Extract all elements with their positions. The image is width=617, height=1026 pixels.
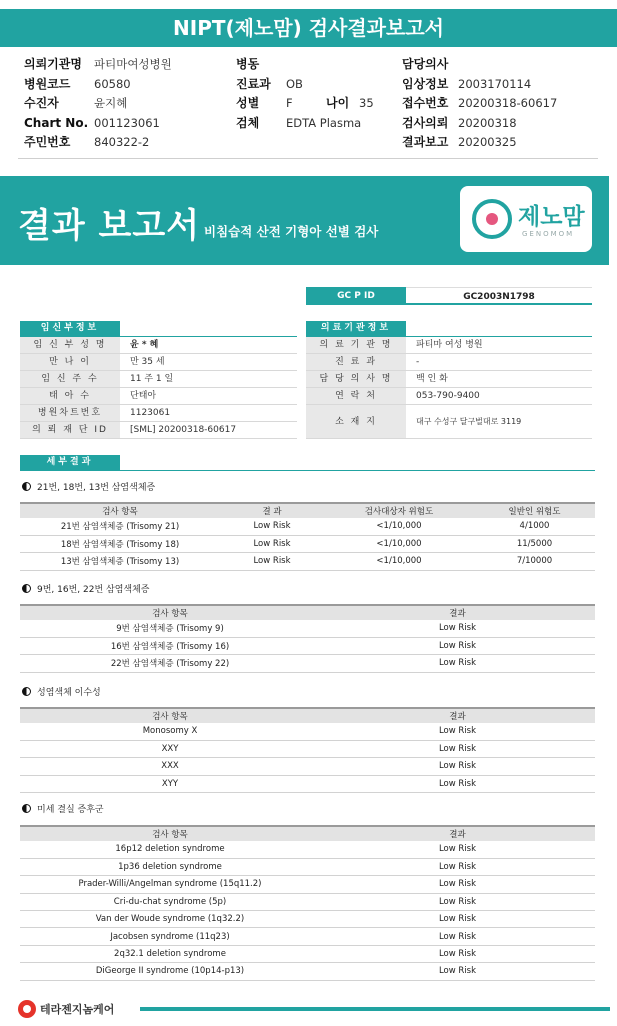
group2-title bbox=[22, 582, 150, 595]
patient-section-title: 임신부정보 bbox=[20, 321, 120, 336]
test-result: Low Risk bbox=[320, 928, 595, 945]
header-label: 검사의뢰 bbox=[402, 115, 449, 130]
table-header: 검사 항목 bbox=[20, 503, 220, 518]
info-label: 만 나 이 bbox=[20, 354, 120, 370]
group1-table bbox=[20, 502, 595, 571]
table-row bbox=[20, 620, 595, 637]
table-header-row bbox=[20, 605, 595, 620]
info-value: 053-790-9400 bbox=[416, 391, 480, 401]
group1-title bbox=[22, 480, 155, 493]
table-row bbox=[20, 758, 595, 775]
report-banner bbox=[0, 176, 609, 265]
info-label: 임 신 주 수 bbox=[20, 371, 120, 387]
test-item: Jacobsen syndrome (11q23) bbox=[20, 928, 320, 945]
test-item: 16번 삼염색체증 (Trisomy 16) bbox=[20, 637, 320, 654]
header-label: 진료과 bbox=[236, 76, 271, 91]
info-value: 11 주 1 일 bbox=[130, 374, 174, 384]
header-label: 병동 bbox=[236, 57, 260, 71]
test-item: 21번 삼염색체증 (Trisomy 21) bbox=[20, 518, 220, 535]
banner-subtitle: 비침습적 산전 기형아 선별 검사 bbox=[204, 224, 379, 239]
info-label: 병원차트번호 bbox=[20, 405, 120, 421]
logo-subtext: GENOMOM bbox=[522, 230, 575, 238]
test-result: Low Risk bbox=[220, 535, 324, 552]
header-label: Chart No. bbox=[24, 115, 89, 130]
half-circle-icon bbox=[22, 482, 31, 491]
general-risk: 4/1000 bbox=[474, 518, 595, 535]
header-value: 20200325 bbox=[458, 135, 517, 149]
age-value: 35 bbox=[359, 96, 374, 110]
table-row bbox=[20, 740, 595, 757]
test-result: Low Risk bbox=[320, 758, 595, 775]
group2-title-text: 9번, 16번, 22번 삼염색체증 bbox=[37, 585, 150, 595]
table-header: 결과 bbox=[320, 605, 595, 620]
info-value: - bbox=[416, 357, 420, 367]
test-item: 13번 삼염색체증 (Trisomy 13) bbox=[20, 553, 220, 570]
subject-risk: <1/10,000 bbox=[324, 535, 474, 552]
test-result: Low Risk bbox=[320, 858, 595, 875]
header-value: 840322-2 bbox=[94, 135, 150, 149]
table-header-row bbox=[20, 503, 595, 518]
test-item: XYY bbox=[20, 775, 320, 792]
table-row bbox=[20, 637, 595, 654]
info-value: 파티마 여성 병원 bbox=[416, 340, 483, 350]
header-value: OB bbox=[286, 76, 303, 91]
table-row bbox=[20, 858, 595, 875]
test-result: Low Risk bbox=[320, 963, 595, 980]
test-result: Low Risk bbox=[320, 841, 595, 858]
table-row bbox=[20, 518, 595, 535]
subject-risk: <1/10,000 bbox=[324, 518, 474, 535]
table-row bbox=[20, 723, 595, 740]
table-row bbox=[20, 911, 595, 928]
half-circle-icon bbox=[22, 584, 31, 593]
gcpid-label: GC P ID bbox=[306, 287, 406, 305]
table-row bbox=[20, 535, 595, 552]
banner-title: 결과 보고서 bbox=[18, 206, 201, 246]
table-header: 일반인 위험도 bbox=[474, 503, 595, 518]
gcpid-box bbox=[306, 287, 592, 305]
group4-title-text: 미세 결실 증후군 bbox=[37, 805, 104, 815]
footer-logo bbox=[18, 1000, 114, 1018]
header-value: 20200318 bbox=[458, 115, 517, 130]
test-item: Prader-Willi/Angelman syndrome (15q11.2) bbox=[20, 876, 320, 893]
info-value: 1123061 bbox=[130, 408, 171, 418]
test-item: Cri-du-chat syndrome (5p) bbox=[20, 893, 320, 910]
test-result: Low Risk bbox=[320, 637, 595, 654]
info-label: 소 재 지 bbox=[306, 405, 406, 438]
header-label: 수진자 bbox=[24, 96, 59, 110]
header-value: 윤지혜 bbox=[94, 96, 128, 110]
hospital-section-title: 의료기관정보 bbox=[306, 321, 406, 336]
group4-table bbox=[20, 825, 595, 981]
table-header: 검사 항목 bbox=[20, 605, 320, 620]
test-item: 18번 삼염색체증 (Trisomy 18) bbox=[20, 535, 220, 552]
genomom-logo bbox=[460, 186, 592, 252]
table-header: 결과 bbox=[320, 708, 595, 723]
header-value: 2003170114 bbox=[458, 76, 532, 91]
table-header: 검사 항목 bbox=[20, 826, 320, 841]
header-value: F bbox=[286, 96, 293, 110]
test-result: Low Risk bbox=[320, 655, 595, 672]
info-label: 연 락 처 bbox=[306, 388, 406, 404]
info-label: 담 당 의 사 명 bbox=[306, 371, 406, 387]
age-label: 나이 bbox=[326, 96, 350, 110]
test-item: 22번 삼염색체증 (Trisomy 22) bbox=[20, 655, 320, 672]
table-row bbox=[20, 553, 595, 570]
test-result: Low Risk bbox=[320, 911, 595, 928]
header-divider bbox=[18, 158, 598, 159]
table-row bbox=[20, 945, 595, 962]
gcpid-value: GC2003N1798 bbox=[406, 287, 592, 305]
table-header-row bbox=[20, 826, 595, 841]
half-circle-icon bbox=[22, 687, 31, 696]
company-logo-icon bbox=[18, 1000, 36, 1018]
table-header: 검사대상자 위험도 bbox=[324, 503, 474, 518]
header-label: 결과보고 bbox=[402, 135, 449, 149]
group3-title-text: 성염색체 이수성 bbox=[37, 688, 101, 698]
header-col3 bbox=[402, 55, 557, 153]
test-result: Low Risk bbox=[320, 876, 595, 893]
test-item: XXX bbox=[20, 758, 320, 775]
info-value: 윤 * 혜 bbox=[130, 340, 159, 350]
info-label: 의 뢰 재 단 ID bbox=[20, 422, 120, 438]
header-label: 성별 bbox=[236, 96, 260, 110]
header-label: 검체 bbox=[236, 115, 260, 130]
info-value: 대구 수성구 달구벌대로 3119 bbox=[416, 417, 522, 426]
table-row bbox=[20, 963, 595, 980]
header-label: 임상정보 bbox=[402, 76, 449, 91]
table-header: 검사 항목 bbox=[20, 708, 320, 723]
test-item: DiGeorge II syndrome (10p14-p13) bbox=[20, 963, 320, 980]
header-value: EDTA Plasma bbox=[286, 115, 362, 130]
table-row bbox=[20, 841, 595, 858]
table-row bbox=[20, 775, 595, 792]
table-row bbox=[20, 928, 595, 945]
report-title: NIPT(제노맘) 검사결과보고서 bbox=[0, 9, 617, 47]
test-result: Low Risk bbox=[320, 775, 595, 792]
group2-table bbox=[20, 604, 595, 673]
patient-info-table bbox=[20, 337, 297, 439]
table-header: 결과 bbox=[320, 826, 595, 841]
test-item: 1p36 deletion syndrome bbox=[20, 858, 320, 875]
header-value: 001123061 bbox=[94, 115, 160, 130]
group4-title bbox=[22, 802, 104, 815]
info-label: 의 료 기 관 명 bbox=[306, 337, 406, 353]
table-row bbox=[20, 893, 595, 910]
test-item: 16p12 deletion syndrome bbox=[20, 841, 320, 858]
info-label: 진 료 과 bbox=[306, 354, 406, 370]
table-row bbox=[20, 876, 595, 893]
group3-table bbox=[20, 707, 595, 793]
header-value: 20200318-60617 bbox=[458, 96, 558, 110]
info-value: 단태아 bbox=[130, 391, 157, 401]
test-result: Low Risk bbox=[320, 723, 595, 740]
test-item: 2q32.1 deletion syndrome bbox=[20, 945, 320, 962]
header-label: 주민번호 bbox=[24, 135, 71, 149]
info-value: 만 35 세 bbox=[130, 357, 165, 367]
info-value: 백 인 화 bbox=[416, 374, 448, 384]
test-item: Van der Woude syndrome (1q32.2) bbox=[20, 911, 320, 928]
group1-title-text: 21번, 18번, 13번 삼염색체증 bbox=[37, 483, 156, 493]
info-label: 임 신 부 성 명 bbox=[20, 337, 120, 353]
table-row bbox=[20, 655, 595, 672]
detail-section-title: 세부결과 bbox=[20, 455, 120, 470]
table-header: 결 과 bbox=[220, 503, 324, 518]
header-label: 병원코드 bbox=[24, 76, 71, 91]
test-result: Low Risk bbox=[320, 620, 595, 637]
footer-company: 테라젠지놈케어 bbox=[40, 1003, 115, 1016]
header-col1 bbox=[24, 55, 172, 153]
logo-text: 제노맘 bbox=[518, 204, 585, 230]
footer-bar bbox=[140, 1007, 610, 1011]
group3-title bbox=[22, 685, 101, 698]
test-result: Low Risk bbox=[320, 740, 595, 757]
header-label: 담당의사 bbox=[402, 57, 449, 71]
test-item: 9번 삼염색체증 (Trisomy 9) bbox=[20, 620, 320, 637]
test-result: Low Risk bbox=[220, 518, 324, 535]
general-risk: 7/10000 bbox=[474, 553, 595, 570]
hospital-info-table bbox=[306, 337, 592, 439]
test-result: Low Risk bbox=[320, 945, 595, 962]
info-label: 태 아 수 bbox=[20, 388, 120, 404]
test-item: XXY bbox=[20, 740, 320, 757]
logo-mark-icon bbox=[472, 199, 512, 239]
general-risk: 11/5000 bbox=[474, 535, 595, 552]
subject-risk: <1/10,000 bbox=[324, 553, 474, 570]
header-value: 파티마여성병원 bbox=[94, 57, 172, 71]
header-label: 접수번호 bbox=[402, 96, 449, 110]
test-result: Low Risk bbox=[320, 893, 595, 910]
test-result: Low Risk bbox=[220, 553, 324, 570]
test-item: Monosomy X bbox=[20, 723, 320, 740]
half-circle-icon bbox=[22, 804, 31, 813]
header-label: 의뢰기관명 bbox=[24, 57, 82, 71]
detail-section-line bbox=[20, 470, 595, 471]
table-header-row bbox=[20, 708, 595, 723]
header-value: 60580 bbox=[94, 76, 131, 91]
header-col2 bbox=[236, 55, 374, 133]
info-value: [SML] 20200318-60617 bbox=[130, 425, 237, 435]
